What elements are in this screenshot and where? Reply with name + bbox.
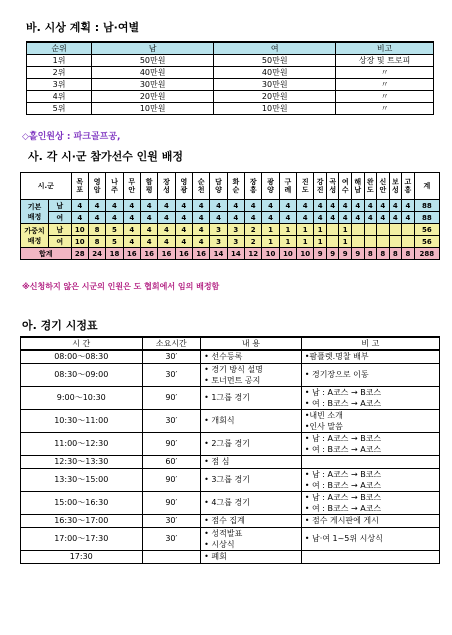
allocation-sum-label: 합계 (21, 248, 72, 260)
schedule-remark-line: • 남·여 1~5위 시상식 (304, 534, 383, 543)
prize-cell: 10만원 (214, 103, 336, 115)
prize-cell: 50만원 (92, 55, 214, 67)
schedule-remark-line: • 남 : A코스 → B코스 (304, 433, 382, 443)
allocation-sum-total: 288 (414, 248, 439, 260)
schedule-content-line: • 성적발표 (204, 528, 243, 538)
allocation-value-cell (389, 224, 402, 236)
allocation-region-header: 목 포 (71, 173, 88, 200)
schedule-row (21, 514, 440, 527)
allocation-value-cell (377, 236, 390, 248)
allocation-region-header: 여 수 (339, 173, 352, 200)
allocation-value-cell: 4 (279, 212, 296, 224)
schedule-duration: 90′ (142, 468, 201, 491)
schedule-remark-line: • 경기장으로 이동 (304, 370, 369, 379)
allocation-sum-cell: 10 (262, 248, 279, 260)
prize-header-cell: 남 (92, 42, 214, 55)
allocation-sum-cell: 9 (326, 248, 339, 260)
allocation-value-cell: 1 (279, 236, 296, 248)
schedule-row (21, 363, 440, 386)
schedule-duration: 90′ (142, 386, 201, 409)
allocation-value-cell: 4 (123, 224, 140, 236)
schedule-time: 9:00～10:30 (21, 386, 143, 409)
allocation-value-cell: 1 (297, 224, 314, 236)
schedule-content (201, 491, 302, 514)
allocation-sum-cell: 8 (402, 248, 415, 260)
schedule-content-line: • 4그룹 경기 (204, 498, 250, 507)
allocation-value-cell: 4 (402, 212, 415, 224)
schedule-remark (301, 550, 439, 563)
schedule-content-line: • 토너먼트 공지 (204, 375, 261, 385)
schedule-remark (301, 455, 439, 468)
allocation-region-header: 고 흥 (402, 173, 415, 200)
allocation-value-cell: 10 (71, 224, 88, 236)
prize-cell: 4위 (27, 91, 92, 103)
schedule-time: 15:00～16:30 (21, 491, 143, 514)
allocation-sum-cell: 16 (193, 248, 210, 260)
schedule-row (21, 491, 440, 514)
schedule-remark-line: •인사 말씀 (304, 421, 343, 431)
schedule-header-cell: 내 용 (201, 337, 302, 350)
allocation-value-cell: 3 (210, 224, 227, 236)
schedule-remark (301, 468, 439, 491)
schedule-content (201, 514, 302, 527)
prize-table (26, 41, 434, 115)
prize-row (27, 91, 434, 103)
allocation-value-cell: 3 (210, 236, 227, 248)
prize-cell: 5위 (27, 103, 92, 115)
allocation-value-cell: 4 (314, 212, 327, 224)
allocation-value-cell: 4 (158, 212, 175, 224)
allocation-value-cell: 4 (71, 200, 88, 212)
allocation-sum-cell: 8 (377, 248, 390, 260)
schedule-remark (301, 363, 439, 386)
allocation-value-cell: 4 (352, 212, 365, 224)
allocation-value-cell: 1 (262, 224, 279, 236)
allocation-sex-cell: 여 (49, 212, 72, 224)
prize-cell: 30만원 (214, 79, 336, 91)
allocation-value-cell (364, 236, 377, 248)
allocation-sum-cell: 18 (106, 248, 123, 260)
allocation-region-header: 해 남 (352, 173, 365, 200)
allocation-value-cell: 4 (123, 236, 140, 248)
schedule-content-line: • 1그룹 경기 (204, 393, 250, 402)
schedule-content (201, 363, 302, 386)
allocation-region-header: 곡 성 (326, 173, 339, 200)
hole-in-one-note: ◇홀인원상 : 파크골프공, (22, 132, 121, 142)
allocation-value-cell: 4 (88, 200, 105, 212)
schedule-content-line: • 시상식 (204, 539, 235, 549)
allocation-value-cell: 4 (314, 200, 327, 212)
allocation-sum-cell: 8 (364, 248, 377, 260)
allocation-value-cell: 10 (71, 236, 88, 248)
allocation-sum-cell: 28 (71, 248, 88, 260)
prize-cell: 상장 및 트로피 (336, 55, 434, 67)
allocation-value-cell: 1 (314, 224, 327, 236)
allocation-value-cell: 4 (175, 200, 192, 212)
allocation-value-cell: 4 (106, 200, 123, 212)
allocation-region-header: 영 암 (88, 173, 105, 200)
allocation-sum-cell: 14 (210, 248, 227, 260)
schedule-duration: 30′ (142, 409, 201, 432)
allocation-value-cell: 4 (106, 212, 123, 224)
allocation-value-cell: 8 (88, 236, 105, 248)
allocation-value-cell: 4 (352, 200, 365, 212)
schedule-row (21, 350, 440, 363)
prize-cell: 30만원 (92, 79, 214, 91)
allocation-header-label: 시.군 (21, 173, 72, 200)
allocation-region-header: 보 성 (389, 173, 402, 200)
allocation-value-cell: 1 (339, 224, 352, 236)
schedule-duration: 90′ (142, 491, 201, 514)
schedule-remark (301, 514, 439, 527)
allocation-value-cell: 3 (227, 224, 244, 236)
schedule-time: 17:30 (21, 550, 143, 563)
schedule-time: 12:30～13:30 (21, 455, 143, 468)
allocation-value-cell: 1 (314, 236, 327, 248)
allocation-value-cell: 1 (262, 236, 279, 248)
schedule-content (201, 550, 302, 563)
prize-cell: 3위 (27, 79, 92, 91)
schedule-time: 08:00～08:30 (21, 350, 143, 363)
allocation-value-cell: 3 (227, 236, 244, 248)
prize-cell: 1위 (27, 55, 92, 67)
allocation-region-header: 완 도 (364, 173, 377, 200)
schedule-remark-line: • 남 : A코스 → B코스 (304, 469, 382, 479)
schedule-remark-line: • 남 : A코스 → B코스 (304, 387, 382, 397)
schedule-duration: 30′ (142, 350, 201, 363)
schedule-content (201, 432, 302, 455)
allocation-note: ※신청하지 않은 시군의 인원은 도 협회에서 임의 배정함 (22, 282, 220, 291)
prize-cell: 40만원 (214, 67, 336, 79)
allocation-value-cell: 4 (193, 200, 210, 212)
allocation-group-label: 가중치 배정 (21, 224, 49, 248)
allocation-region-header: 진 도 (297, 173, 314, 200)
schedule-remark-line: • 점수 게시판에 게시 (304, 516, 379, 525)
allocation-region-header: 영 광 (175, 173, 192, 200)
allocation-value-cell: 4 (227, 200, 244, 212)
prize-cell: 10만원 (92, 103, 214, 115)
prize-header-cell: 비고 (336, 42, 434, 55)
allocation-region-header: 순 천 (193, 173, 210, 200)
allocation-region-header: 나 주 (106, 173, 123, 200)
schedule-content-line: • 개회식 (204, 416, 235, 425)
allocation-value-cell: 4 (140, 236, 157, 248)
prize-cell: 2위 (27, 67, 92, 79)
schedule-content (201, 350, 302, 363)
prize-header-cell: 순위 (27, 42, 92, 55)
schedule-remark (301, 432, 439, 455)
allocation-value-cell (389, 236, 402, 248)
allocation-row-total: 56 (414, 236, 439, 248)
allocation-region-header: 장 성 (158, 173, 175, 200)
schedule-time: 17:00～17:30 (21, 527, 143, 550)
allocation-value-cell: 4 (123, 200, 140, 212)
allocation-value-cell: 4 (245, 212, 262, 224)
schedule-content (201, 386, 302, 409)
schedule-content-line: • 점수 집계 (204, 516, 245, 525)
schedule-remark-line: • 남 : A코스 → B코스 (304, 492, 382, 502)
allocation-value-cell: 4 (262, 200, 279, 212)
allocation-sum-cell: 10 (297, 248, 314, 260)
allocation-value-cell: 4 (245, 200, 262, 212)
schedule-remark-line: • 여 : B코스 → A코스 (304, 503, 382, 513)
allocation-total-header: 계 (414, 173, 439, 200)
allocation-value-cell: 4 (193, 212, 210, 224)
allocation-sum-cell: 14 (227, 248, 244, 260)
allocation-sum-cell: 8 (389, 248, 402, 260)
allocation-value-cell: 4 (88, 212, 105, 224)
schedule-duration (142, 550, 201, 563)
schedule-header-cell: 비 고 (301, 337, 439, 350)
allocation-region-header: 광 양 (262, 173, 279, 200)
schedule-duration: 30′ (142, 527, 201, 550)
prize-cell: 〃 (336, 67, 434, 79)
schedule-row (21, 468, 440, 491)
allocation-value-cell (402, 236, 415, 248)
prize-section-title: 바. 시상 계획 : 남·여별 (26, 21, 140, 34)
allocation-value-cell (364, 224, 377, 236)
allocation-value-cell: 4 (71, 212, 88, 224)
allocation-sum-cell: 16 (158, 248, 175, 260)
allocation-value-cell: 4 (210, 212, 227, 224)
schedule-row (21, 527, 440, 550)
prize-cell: 20만원 (214, 91, 336, 103)
prize-header-cell: 여 (214, 42, 336, 55)
allocation-value-cell: 4 (326, 212, 339, 224)
schedule-remark (301, 527, 439, 550)
prize-row (27, 55, 434, 67)
allocation-region-header: 담 양 (210, 173, 227, 200)
allocation-value-cell: 5 (106, 236, 123, 248)
allocation-value-cell: 4 (140, 212, 157, 224)
schedule-time: 16:30～17:00 (21, 514, 143, 527)
prize-cell: 40만원 (92, 67, 214, 79)
schedule-duration: 60′ (142, 455, 201, 468)
prize-cell: 〃 (336, 91, 434, 103)
allocation-value-cell: 4 (175, 224, 192, 236)
allocation-region-header: 강 진 (314, 173, 327, 200)
allocation-region-header: 구 례 (279, 173, 296, 200)
allocation-region-header: 함 평 (140, 173, 157, 200)
prize-row (27, 79, 434, 91)
schedule-row (21, 432, 440, 455)
allocation-region-header: 무 안 (123, 173, 140, 200)
allocation-row (21, 224, 440, 236)
allocation-table (20, 172, 440, 260)
prize-cell: 〃 (336, 79, 434, 91)
allocation-value-cell: 4 (140, 224, 157, 236)
allocation-value-cell: 4 (175, 212, 192, 224)
schedule-remark-line: •내빈 소개 (304, 410, 343, 420)
schedule-time: 11:00～12:30 (21, 432, 143, 455)
allocation-sum-cell: 16 (140, 248, 157, 260)
allocation-section-title: 사. 각 시·군 참가선수 인원 배정 (28, 150, 184, 163)
allocation-value-cell (402, 224, 415, 236)
schedule-header-cell: 시 간 (21, 337, 143, 350)
allocation-value-cell: 4 (279, 200, 296, 212)
allocation-value-cell (326, 224, 339, 236)
schedule-content-line: • 폐회 (204, 552, 227, 561)
allocation-value-cell (326, 236, 339, 248)
allocation-sum-cell: 9 (352, 248, 365, 260)
allocation-row (21, 212, 440, 224)
schedule-content-line: • 3그룹 경기 (204, 475, 250, 484)
allocation-value-cell: 4 (389, 200, 402, 212)
schedule-duration: 30′ (142, 514, 201, 527)
allocation-sum-cell: 10 (279, 248, 296, 260)
allocation-row-total: 56 (414, 224, 439, 236)
allocation-value-cell: 4 (158, 224, 175, 236)
allocation-value-cell: 4 (175, 236, 192, 248)
allocation-region-header: 장 흥 (245, 173, 262, 200)
schedule-time: 08:30～09:00 (21, 363, 143, 386)
allocation-row-total: 88 (414, 212, 439, 224)
allocation-value-cell (377, 224, 390, 236)
allocation-sum-row (21, 248, 440, 260)
schedule-content (201, 455, 302, 468)
allocation-value-cell: 4 (297, 212, 314, 224)
schedule-duration: 90′ (142, 432, 201, 455)
allocation-region-header: 화 순 (227, 173, 244, 200)
allocation-sex-cell: 남 (49, 224, 72, 236)
allocation-sum-cell: 16 (175, 248, 192, 260)
schedule-content (201, 468, 302, 491)
schedule-remark (301, 491, 439, 514)
schedule-section-title: 아. 경기 시정표 (22, 319, 98, 332)
allocation-value-cell: 1 (279, 224, 296, 236)
prize-row (27, 67, 434, 79)
prize-cell: 50만원 (214, 55, 336, 67)
schedule-time: 10:30～11:00 (21, 409, 143, 432)
allocation-value-cell: 4 (339, 212, 352, 224)
allocation-row (21, 236, 440, 248)
allocation-value-cell: 4 (193, 224, 210, 236)
allocation-region-header: 신 안 (377, 173, 390, 200)
allocation-sum-cell: 24 (88, 248, 105, 260)
allocation-value-cell: 4 (364, 212, 377, 224)
schedule-row (21, 550, 440, 563)
allocation-sum-cell: 9 (314, 248, 327, 260)
allocation-value-cell: 4 (326, 200, 339, 212)
schedule-content-line: • 경기 방식 설명 (204, 364, 263, 374)
schedule-remark-line: • 여 : B코스 → A코스 (304, 398, 382, 408)
schedule-remark-line: •팜플렛.명찰 배부 (304, 352, 369, 362)
schedule-duration: 30′ (142, 363, 201, 386)
schedule-content (201, 527, 302, 550)
allocation-value-cell: 4 (158, 236, 175, 248)
schedule-time: 13:30～15:00 (21, 468, 143, 491)
allocation-sum-cell: 12 (245, 248, 262, 260)
allocation-value-cell: 1 (339, 236, 352, 248)
allocation-value-cell: 4 (377, 200, 390, 212)
allocation-sum-cell: 16 (123, 248, 140, 260)
schedule-remark-line: • 여 : B코스 → A코스 (304, 480, 382, 490)
schedule-remark (301, 386, 439, 409)
allocation-value-cell: 4 (123, 212, 140, 224)
allocation-value-cell: 4 (297, 200, 314, 212)
allocation-value-cell: 4 (389, 212, 402, 224)
allocation-row (21, 200, 440, 212)
allocation-value-cell: 4 (377, 212, 390, 224)
schedule-table (20, 336, 440, 564)
allocation-value-cell (352, 236, 365, 248)
schedule-header-cell: 소요시간 (142, 337, 201, 350)
allocation-sum-cell: 9 (339, 248, 352, 260)
allocation-value-cell (352, 224, 365, 236)
schedule-remark (301, 409, 439, 432)
allocation-value-cell: 4 (140, 200, 157, 212)
schedule-content-line: • 선수등록 (204, 352, 243, 362)
schedule-content (201, 409, 302, 432)
allocation-sex-cell: 여 (49, 236, 72, 248)
schedule-content-line: • 점 심 (204, 457, 230, 466)
allocation-group-label: 기본 배정 (21, 200, 49, 224)
prize-cell: 20만원 (92, 91, 214, 103)
allocation-row-total: 88 (414, 200, 439, 212)
allocation-value-cell: 8 (88, 224, 105, 236)
schedule-remark (301, 350, 439, 363)
prize-cell: 〃 (336, 103, 434, 115)
schedule-row (21, 455, 440, 468)
allocation-value-cell: 4 (402, 200, 415, 212)
allocation-value-cell: 4 (227, 212, 244, 224)
schedule-content-line: • 2그룹 경기 (204, 439, 250, 448)
schedule-remark-line: • 여 : B코스 → A코스 (304, 444, 382, 454)
allocation-value-cell: 4 (158, 200, 175, 212)
prize-row (27, 103, 434, 115)
allocation-value-cell: 1 (297, 236, 314, 248)
allocation-value-cell: 5 (106, 224, 123, 236)
allocation-value-cell: 2 (245, 236, 262, 248)
allocation-value-cell: 4 (364, 200, 377, 212)
allocation-value-cell: 2 (245, 224, 262, 236)
allocation-value-cell: 4 (262, 212, 279, 224)
allocation-value-cell: 4 (193, 236, 210, 248)
allocation-value-cell: 4 (210, 200, 227, 212)
schedule-row (21, 386, 440, 409)
schedule-row (21, 409, 440, 432)
allocation-sex-cell: 남 (49, 200, 72, 212)
allocation-value-cell: 4 (339, 200, 352, 212)
